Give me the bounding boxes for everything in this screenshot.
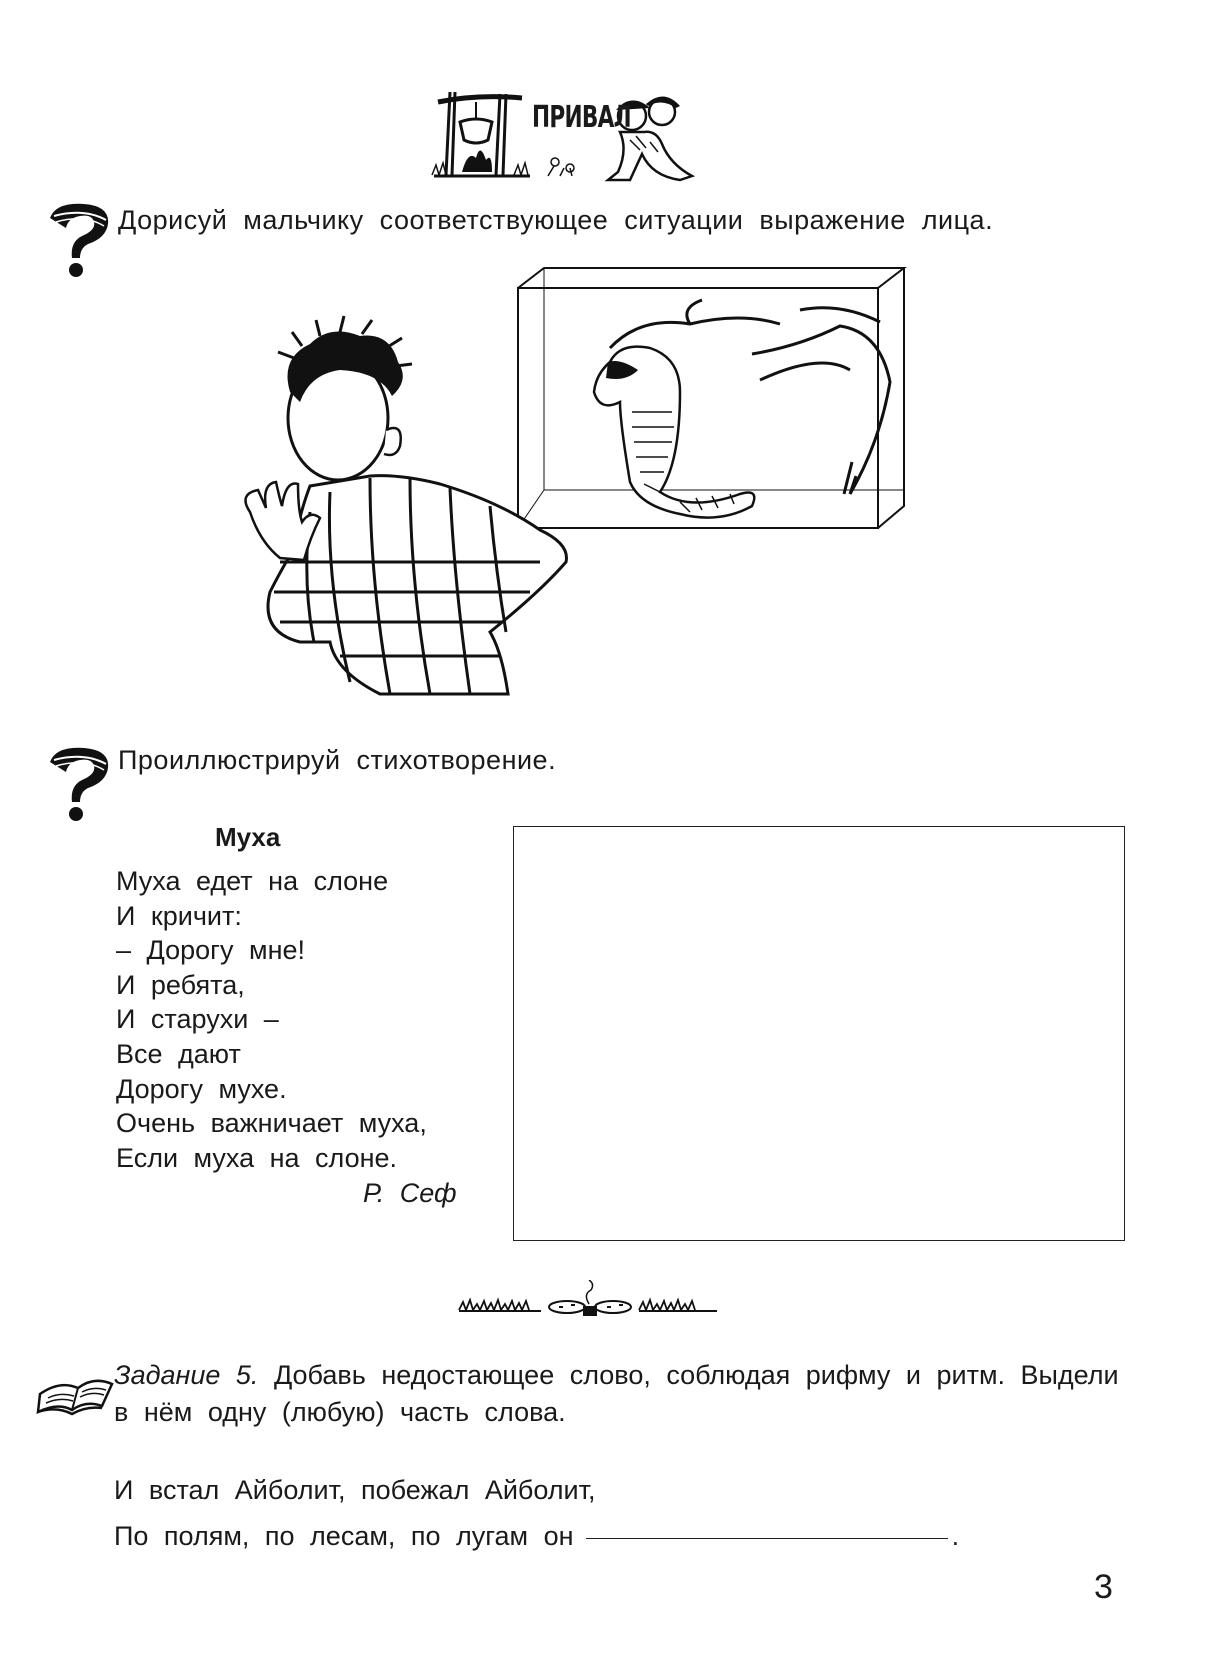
header-emblem	[430, 80, 760, 190]
poem-line: И кричит:	[116, 900, 242, 931]
page-number: 3	[1094, 1568, 1113, 1606]
drawing-area[interactable]	[513, 826, 1125, 1241]
verse-line	[114, 1513, 959, 1559]
poem-line: И старухи –	[116, 1004, 279, 1035]
task5-label: Задание 5.	[114, 1360, 259, 1390]
poem-line: Дорогу мухе.	[116, 1073, 287, 1104]
poem-line: Если муха на слоне.	[116, 1142, 398, 1173]
decorative-divider-icon	[455, 1280, 725, 1320]
poem-line: И ребята,	[116, 969, 245, 1000]
poem-author: Р. Сеф	[363, 1178, 457, 1208]
verse-line-text: По полям, по лесам, по лугам он	[114, 1521, 574, 1551]
verse	[114, 1467, 959, 1559]
poem-title: Муха	[215, 822, 281, 852]
poem-line: Муха едет на слоне	[116, 866, 389, 896]
section-title: ПРИВАЛ	[532, 100, 631, 135]
poem-line: Все дают	[116, 1038, 241, 1069]
question-mark-icon	[44, 198, 114, 278]
campfire-icon	[430, 80, 760, 190]
poem-line: – Дорогу мне!	[116, 935, 305, 966]
task1-instruction: Дорисуй мальчику соответствующее ситуации выражение лица.	[118, 205, 994, 235]
task5-text: Добавь недостающее слово, соблюдая рифму и ритм. Выдели в нём одну (любую) часть слова.	[114, 1360, 1119, 1427]
verse-line: И встал Айболит, побежал Айболит,	[114, 1475, 596, 1505]
answer-blank[interactable]	[586, 1536, 948, 1539]
task2-instruction: Проиллюстрируй стихотворение.	[118, 745, 557, 775]
task5-instruction	[114, 1357, 1134, 1431]
poem-line: Очень важничает муха,	[116, 1108, 427, 1139]
verse-line-end: .	[951, 1521, 960, 1551]
boy-and-cobra-illustration	[240, 262, 910, 702]
question-mark-icon	[44, 742, 114, 822]
poem	[116, 864, 486, 1175]
open-book-icon	[36, 1360, 116, 1420]
